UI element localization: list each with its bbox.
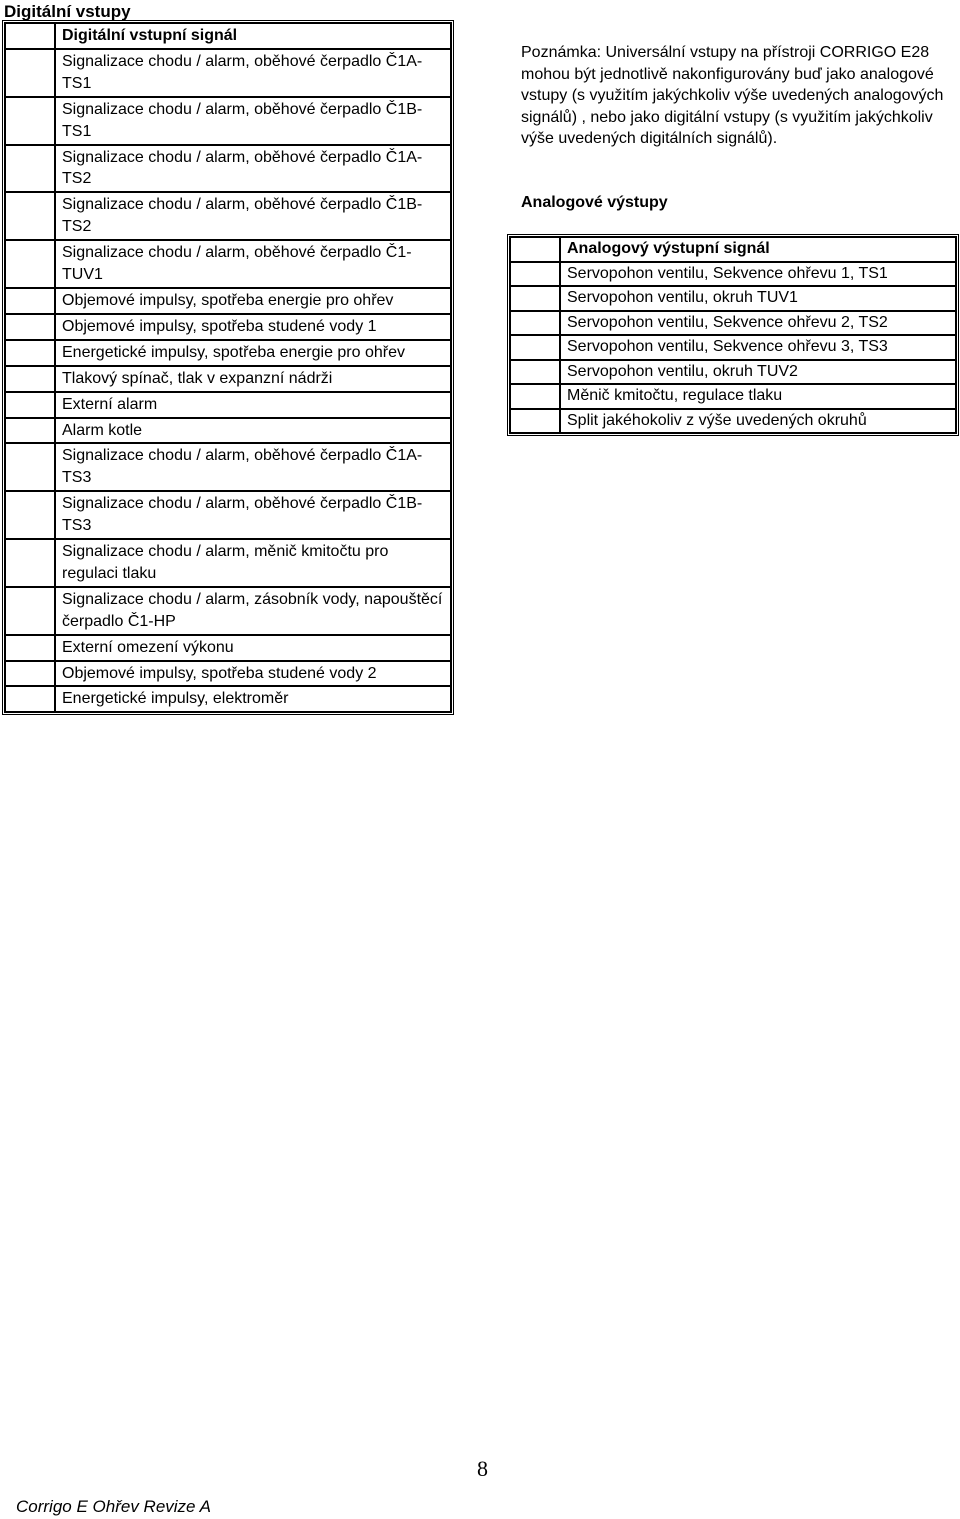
table-row [5,443,451,491]
number-cell [510,237,560,262]
table-row [5,539,451,587]
note-paragraph: Poznámka: Universální vstupy na přístroji CORRIGO E28 mohou být jednotlivě nakonfigurovány buď jako analogové vstupy (s využitím jakýchkoliv výše uvedených analogových signálů) , nebo jako digitální vstupy (s využitím jakýchkoliv výše uvedených digitálních signálů). [521,44,944,147]
number-cell [5,418,55,444]
number-cell [5,314,55,340]
signal-cell: Signalizace chodu / alarm, měnič kmitočtu pro regulaci tlaku [55,539,451,587]
signal-cell: Signalizace chodu / alarm, oběhové čerpadlo Č1B-TS2 [55,192,451,240]
number-cell [510,409,560,434]
signal-cell: Signalizace chodu / alarm, oběhové čerpadlo Č1A-TS1 [55,49,451,97]
number-cell [5,97,55,145]
number-cell [5,366,55,392]
number-cell [5,686,55,712]
table-row [5,635,451,661]
number-cell [5,145,55,193]
signal-cell: Měnič kmitočtu, regulace tlaku [560,384,956,409]
signal-cell: Signalizace chodu / alarm, oběhové čerpadlo Č1B-TS1 [55,97,451,145]
number-cell [510,384,560,409]
page-number: 8 [477,1456,488,1481]
table-header: Analogový výstupní signál [560,237,956,262]
signal-cell: Objemové impulsy, spotřeba studené vody 1 [55,314,451,340]
number-cell [510,286,560,311]
number-cell [510,262,560,287]
number-cell [5,443,55,491]
number-cell [5,587,55,635]
signal-cell: Signalizace chodu / alarm, oběhové čerpadlo Č1A-TS2 [55,145,451,193]
table-row [510,262,956,287]
table-row [5,366,451,392]
table-header: Digitální vstupní signál [55,23,451,49]
signal-cell: Alarm kotle [55,418,451,444]
number-cell [510,360,560,385]
number-cell [510,311,560,336]
table-row [5,49,451,97]
signal-cell: Objemové impulsy, spotřeba energie pro ohřev [55,288,451,314]
signal-cell: Energetické impulsy, elektroměr [55,686,451,712]
signal-cell: Objemové impulsy, spotřeba studené vody 2 [55,661,451,687]
number-cell [5,288,55,314]
footer-text: Corrigo E Ohřev Revize A [16,1497,211,1516]
table-row [5,392,451,418]
signal-cell: Servopohon ventilu, Sekvence ohřevu 1, TS1 [560,262,956,287]
table-header-row [5,23,451,49]
table-row [5,192,451,240]
table-row [510,409,956,434]
table-row [5,314,451,340]
analog-outputs-table [509,236,957,434]
signal-cell: Externí alarm [55,392,451,418]
number-cell [5,49,55,97]
signal-cell: Servopohon ventilu, okruh TUV2 [560,360,956,385]
analog-outputs-heading: Analogové výstupy [521,194,668,211]
number-cell [510,335,560,360]
number-cell [5,491,55,539]
digital-inputs-heading: Digitální vstupy [4,2,131,21]
table-row [5,587,451,635]
table-row [5,686,451,712]
table-row [510,360,956,385]
number-cell [5,392,55,418]
table-row [5,418,451,444]
digital-inputs-table [4,22,452,713]
signal-cell: Servopohon ventilu, Sekvence ohřevu 2, TS2 [560,311,956,336]
table-row [510,384,956,409]
signal-cell: Signalizace chodu / alarm, oběhové čerpadlo Č1-TUV1 [55,240,451,288]
table-row [5,97,451,145]
table-row [510,286,956,311]
number-cell [5,661,55,687]
signal-cell: Signalizace chodu / alarm, zásobník vody, napouštěcí čerpadlo Č1-HP [55,587,451,635]
table-row [510,335,956,360]
signal-cell: Signalizace chodu / alarm, oběhové čerpadlo Č1A-TS3 [55,443,451,491]
signal-cell: Tlakový spínač, tlak v expanzní nádrži [55,366,451,392]
table-row [5,340,451,366]
table-row [5,240,451,288]
table-row [5,491,451,539]
table-header-row [510,237,956,262]
signal-cell: Servopohon ventilu, Sekvence ohřevu 3, TS3 [560,335,956,360]
signal-cell: Servopohon ventilu, okruh TUV1 [560,286,956,311]
table-row [510,311,956,336]
table-row [5,288,451,314]
signal-cell: Energetické impulsy, spotřeba energie pro ohřev [55,340,451,366]
number-cell [5,240,55,288]
signal-cell: Split jakéhokoliv z výše uvedených okruhů [560,409,956,434]
number-cell [5,192,55,240]
number-cell [5,635,55,661]
signal-cell: Signalizace chodu / alarm, oběhové čerpadlo Č1B-TS3 [55,491,451,539]
table-row [5,661,451,687]
table-row [5,145,451,193]
number-cell [5,539,55,587]
signal-cell: Externí omezení výkonu [55,635,451,661]
number-cell [5,23,55,49]
number-cell [5,340,55,366]
